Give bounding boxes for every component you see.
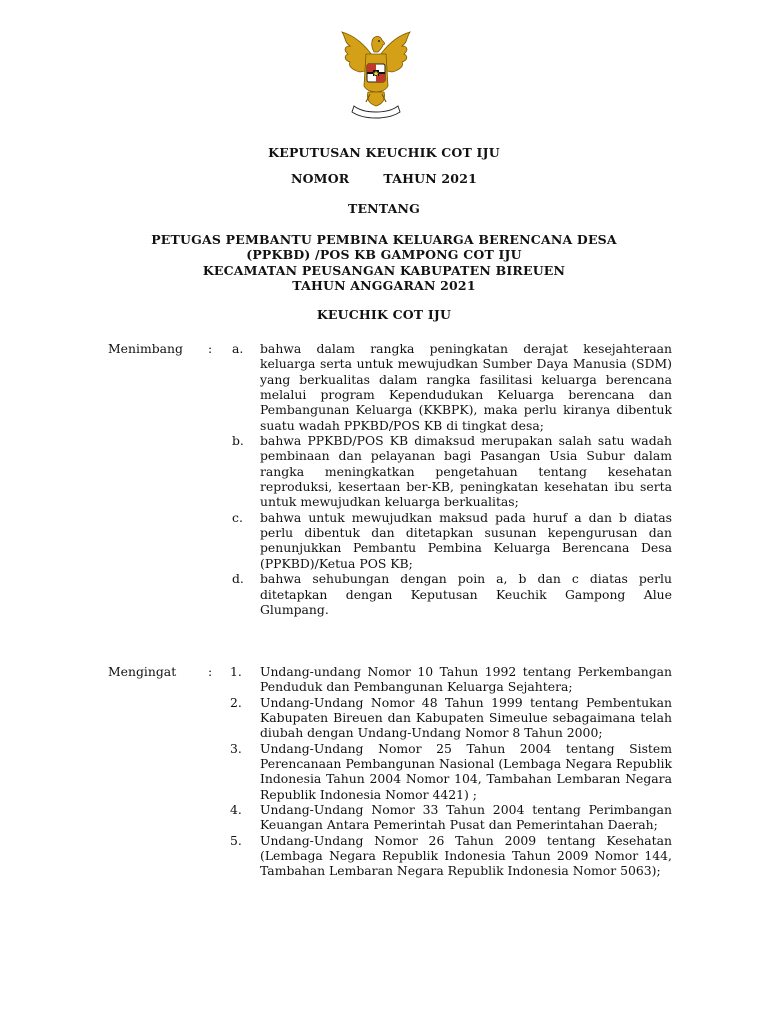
subject-line: PETUGAS PEMBANTU PEMBINA KELUARGA BERENCANA DESA [151, 232, 617, 247]
garuda-pancasila-emblem [336, 28, 416, 124]
item-marker: 4. [230, 802, 242, 818]
subject-line: (PPKBD) /POS KB GAMPONG COT IJU [246, 247, 522, 263]
item-marker: 5. [230, 832, 242, 848]
list-item [230, 833, 672, 879]
item-marker: 1. [230, 664, 242, 679]
list-item [230, 664, 672, 695]
decree-subject [0, 232, 768, 294]
list-item [230, 510, 672, 571]
mengingat-list [230, 664, 672, 879]
item-text: bahwa sehubungan dengan poin a, b dan c diatas perlu ditetapkan dengan Keputusan Keuchik Gampong Alue Glumpang. [260, 571, 672, 617]
item-marker: 2. [230, 694, 242, 710]
tentang-heading: TENTANG [347, 201, 421, 216]
item-marker: a. [232, 341, 244, 356]
menimbang-label: Menimbang [108, 341, 183, 356]
menimbang-colon: : [208, 341, 213, 356]
list-item [230, 433, 672, 510]
subject-line: TAHUN ANGGARAN 2021 [292, 278, 476, 294]
nomor-label: NOMOR [290, 171, 350, 186]
item-marker: b. [232, 433, 244, 449]
decree-number-line [0, 171, 768, 186]
list-item [230, 571, 672, 617]
list-item [230, 341, 672, 433]
decree-title: KEPUTUSAN KEUCHIK COT IJU [268, 145, 500, 160]
item-marker: d. [232, 571, 244, 587]
list-item [230, 802, 672, 833]
item-text: bahwa untuk mewujudkan maksud pada huruf a dan b diatas perlu dibentuk dan ditetapkan susunan kepengurusan dan penunjukkan Pembantu Pembina Keluarga Berencana Desa (PPKBD)/Ketua POS KB; [260, 509, 672, 571]
tahun-label: TAHUN 2021 [383, 171, 478, 186]
item-text: Undang-undang Nomor 10 Tahun 1992 tentang Perkembangan Penduduk dan Pembangunan Keluarga Sejahtera; [260, 664, 672, 695]
list-item [230, 695, 672, 741]
item-text: Undang-Undang Nomor 33 Tahun 2004 tentang Perimbangan Keuangan Antara Pemerintah Pusat dan Pemerintahan Daerah; [260, 802, 672, 833]
item-marker: 3. [230, 740, 242, 756]
item-text: Undang-Undang Nomor 25 Tahun 2004 tentang Sistem Perencanaan Pembangunan Nasional (Lembaga Negara Republik Indonesia Tahun 2004 Nomor 104, Tambahan Lembaran Negara Republik Indonesia Nomor 4421) ; [260, 740, 672, 802]
mengingat-label: Mengingat [108, 664, 177, 679]
item-text: bahwa dalam rangka peningkatan derajat kesejahteraan keluarga serta untuk mewujudkan Sumber Daya Manusia (SDM) yang berkualitas dalam rangka fasilitasi keluarga berencana melalui program Kependudukan Keluarga berencana dan Pembangunan Keluarga (KKBPK), maka perlu kiranya dibentuk suatu wadah PPKBD/POS KB di tingkat desa; [260, 341, 672, 433]
mengingat-colon: : [208, 664, 213, 679]
item-text: Undang-Undang Nomor 48 Tahun 1999 tentang Pembentukan Kabupaten Bireuen dan Kabupaten Simeulue sebagaimana telah diubah dengan Undang-Undang Nomor 8 Tahun 2000; [260, 694, 672, 741]
official-title: KEUCHIK COT IJU [316, 307, 452, 322]
item-marker: c. [232, 509, 243, 525]
item-text: Undang-Undang Nomor 26 Tahun 2009 tentang Kesehatan (Lembaga Negara Republik Indonesia Tahun 2009 Nomor 144, Tambahan Lembaran Negara Republik Indonesia Nomor 5063); [260, 832, 672, 879]
list-item [230, 741, 672, 802]
menimbang-list [230, 341, 672, 617]
item-text: bahwa PPKBD/POS KB dimaksud merupakan salah satu wadah pembinaan dan pelayanan bagi Pasangan Usia Subur dalam rangka meningkatkan pengetahuan tentang kesehatan reproduksi, kesertaan ber-KB, peningkatan kesehatan ibu serta untuk mewujudkan keluarga berkualitas; [260, 433, 672, 510]
subject-line: KECAMATAN PEUSANGAN KABUPATEN BIREUEN [202, 262, 566, 278]
